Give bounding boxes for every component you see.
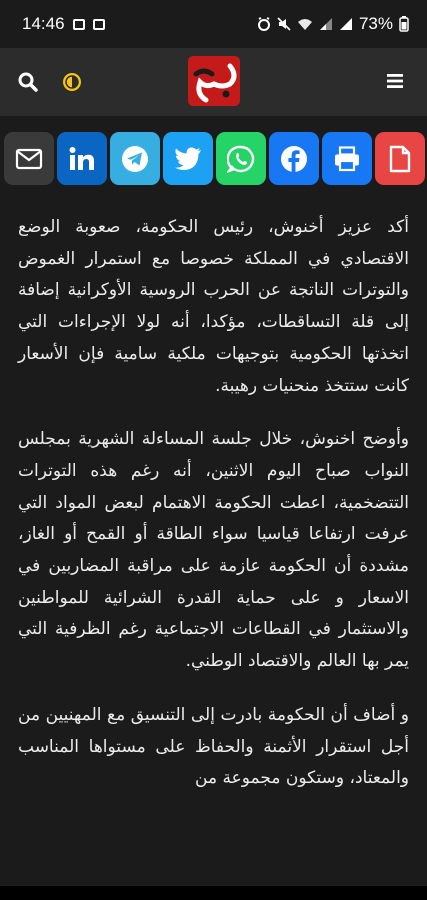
gallery-notification-icon <box>73 19 85 30</box>
status-time: 14:46 <box>22 14 65 33</box>
article-body <box>18 212 409 817</box>
app-header <box>0 48 427 116</box>
linkedin-share-button[interactable] <box>57 132 107 185</box>
search-icon[interactable] <box>16 70 40 94</box>
theme-toggle-icon[interactable] <box>60 70 84 94</box>
alarm-icon <box>257 17 271 31</box>
navigation-bar <box>0 886 427 900</box>
email-share-button[interactable] <box>4 132 54 185</box>
telegram-icon <box>121 145 149 173</box>
battery-level: 73% <box>358 14 393 33</box>
whatsapp-share-button[interactable] <box>216 132 266 185</box>
pdf-file-icon <box>389 145 411 173</box>
sabah-logo[interactable] <box>186 54 242 108</box>
menu-icon[interactable] <box>385 72 405 90</box>
share-toolbar <box>4 132 426 188</box>
wifi-icon <box>297 17 313 31</box>
telegram-share-button[interactable] <box>110 132 160 185</box>
twitter-share-button[interactable] <box>163 132 213 185</box>
email-icon <box>15 148 43 170</box>
article-paragraph: أكد عزيز أخنوش، رئيس الحكومة، صعوبة الوضع الاقتصادي في المملكة خصوصا مع استمرار الغموض والتوترات الناتجة عن الحرب الروسية الأوكرانية إضافة إلى قلة التساقطات، مؤكدا، أنه لولا الإجراءات التي اتخذتها الحكومية بتوجيهات ملكية سامية فإن الأسعار كانت ستتخذ منحنيات رهيبة. <box>18 217 409 396</box>
whatsapp-icon <box>227 145 255 173</box>
battery-icon <box>399 16 409 32</box>
pdf-share-button[interactable] <box>375 132 425 185</box>
linkedin-icon <box>69 147 95 171</box>
facebook-share-button[interactable] <box>269 132 319 185</box>
print-share-button[interactable] <box>322 132 372 185</box>
printer-icon <box>333 146 361 172</box>
signal-2-icon <box>339 17 353 31</box>
twitter-icon <box>174 147 202 171</box>
facebook-icon <box>280 145 308 173</box>
app-notification-icon <box>93 19 105 30</box>
signal-icon <box>319 17 333 31</box>
status-bar <box>0 0 427 48</box>
article-paragraph: وأوضح اخنوش، خلال جلسة المساءلة الشهرية بمجلس النواب صباح اليوم الاثنين، أنه رغم هذه التوترات التتضخمية، اعطت الحكومة الاهتمام لبعض المواد التي عرفت ارتفاعا قياسيا سواء الطاقة أو القمح أو الغاز، مشددة أن الحكومة عازمة على مراقبة المضاربين في الاسعار و على حماية القدرة الشرائية للمواطنين والاستثمار في القطاعات الاجتماعية رغم الظرفية التي يمر بها العالم والاقتصاد الوطني. <box>18 429 409 672</box>
article-paragraph: و أضاف أن الحكومة بادرت إلى التنسيق مع المهنيين من أجل استقرار الأثمنة والحفاظ على مستواها المناسب والمعتاد، وستكون مجموعة من <box>18 704 409 789</box>
mute-icon <box>277 17 291 31</box>
